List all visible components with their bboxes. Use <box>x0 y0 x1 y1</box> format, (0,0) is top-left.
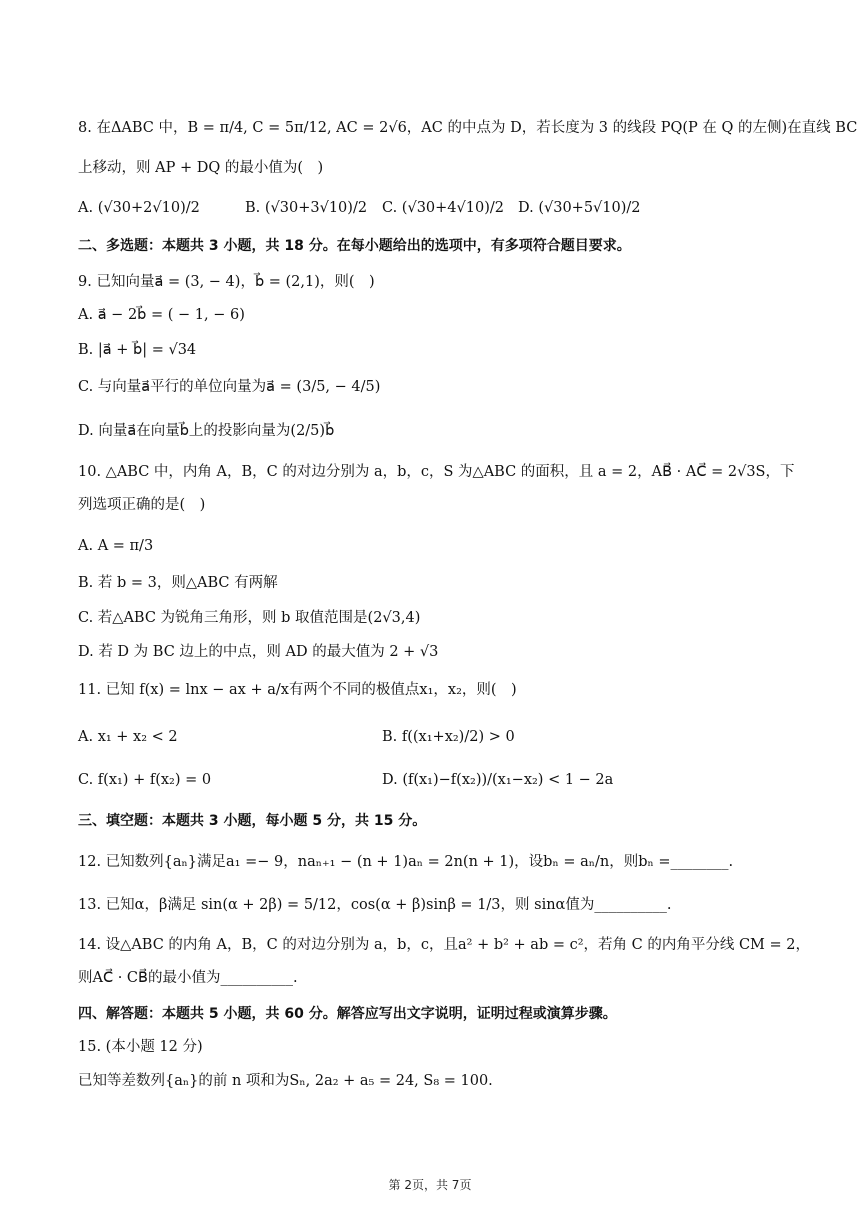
q10-option-b: B. 若 b = 3，则△ABC 有两解 <box>78 575 278 591</box>
section-3-heading: 三、填空题：本题共 3 小题，每小题 5 分，共 15 分。 <box>78 813 427 829</box>
q14-line2: 则AC⃗ · CB⃗的最小值为__________. <box>78 970 298 986</box>
q14-line1: 14. 设△ABC 的内角 A，B，C 的对边分别为 a，b，c，且a² + b² + ab = c²，若角 C 的内角平分线 CM = 2， <box>78 937 810 953</box>
q9-option-a: A. a⃗ − 2b⃗ = ( − 1, − 6) <box>78 307 245 323</box>
q8-line1: 8. 在ΔABC 中，B = π/4, C = 5π/12, AC = 2√6，AC 的中点为 D，若长度为 3 的线段 PQ(P 在 Q 的左侧)在直线 BC <box>78 120 858 136</box>
q13: 13. 已知α，β满足 sin(α + 2β) = 5/12，cos(α + β)sinβ = 1/3，则 sinα值为__________. <box>78 897 672 913</box>
q10-option-d: D. 若 D 为 BC 边上的中点，则 AD 的最大值为 2 + √3 <box>78 644 439 660</box>
q8-line2: 上移动，则 AP + DQ 的最小值为( ) <box>78 160 324 176</box>
q8-option-a: A. (√30+2√10)/2 <box>78 200 200 216</box>
q10-option-c: C. 若△ABC 为锐角三角形，则 b 取值范围是(2√3,4) <box>78 610 421 626</box>
q11-option-c: C. f(x₁) + f(x₂) = 0 <box>78 772 212 788</box>
q9-option-d: D. 向量a⃗在向量b⃗上的投影向量为(2/5)b⃗ <box>78 423 335 439</box>
q9-option-b: B. |a⃗ + b⃗| = √34 <box>78 342 197 358</box>
page-footer: 第 2页，共 7页 <box>388 1178 472 1192</box>
q8-option-d: D. (√30+5√10)/2 <box>518 200 641 216</box>
q11-stem: 11. 已知 f(x) = lnx − ax + a/x有两个不同的极值点x₁，x₂，则( ) <box>78 682 517 698</box>
q10-line1: 10. △ABC 中，内角 A，B，C 的对边分别为 a，b，c，S 为△ABC 的面积，且 a = 2，AB⃗ · AC⃗ = 2√3S，下 <box>78 464 795 480</box>
q10-option-a: A. A = π/3 <box>78 538 154 554</box>
q9-option-c: C. 与向量a⃗平行的单位向量为a⃗ = (3/5, − 4/5) <box>78 379 381 395</box>
q11-option-b: B. f((x₁+x₂)/2) > 0 <box>382 729 515 745</box>
q10-line2: 列选项正确的是( ) <box>78 497 206 513</box>
section-2-heading: 二、多选题：本题共 3 小题，共 18 分。在每小题给出的选项中，有多项符合题目要求。 <box>78 238 631 254</box>
q11-option-a: A. x₁ + x₂ < 2 <box>78 729 178 745</box>
q15-title: 15. (本小题 12 分) <box>78 1039 203 1055</box>
q8-option-c: C. (√30+4√10)/2 <box>382 200 504 216</box>
q8-option-b: B. (√30+3√10)/2 <box>245 200 368 216</box>
q15-stem: 已知等差数列{aₙ}的前 n 项和为Sₙ, 2a₂ + a₅ = 24, S₈ = 100. <box>78 1073 493 1089</box>
q12: 12. 已知数列{aₙ}满足a₁ =− 9，naₙ₊₁ − (n + 1)aₙ = 2n(n + 1)，设bₙ = aₙ/n，则bₙ =________. <box>78 854 734 870</box>
q9-stem: 9. 已知向量a⃗ = (3, − 4)，b⃗ = (2,1)，则( ) <box>78 274 375 290</box>
q11-option-d: D. (f(x₁)−f(x₂))/(x₁−x₂) < 1 − 2a <box>382 772 614 788</box>
section-4-heading: 四、解答题：本题共 5 小题，共 60 分。解答应写出文字说明，证明过程或演算步骤。 <box>78 1006 617 1022</box>
